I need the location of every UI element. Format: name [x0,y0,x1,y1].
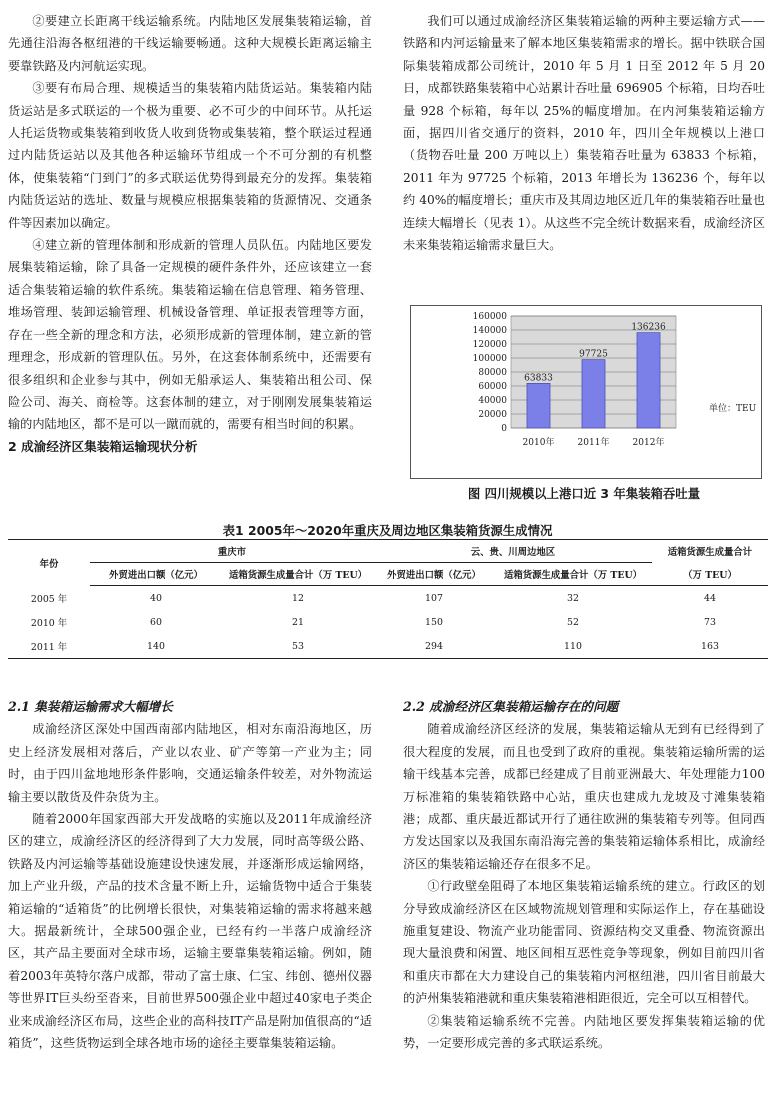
cell-yun-teu: 32 [567,592,579,604]
col-year-header: 年份 [8,540,90,586]
cell-yun-trade: 294 [374,634,494,659]
top-left-column [8,10,372,458]
subsection-heading: 2.1 集装箱运输需求大幅增长 [8,699,173,714]
cell-year: 2005 年 [30,593,68,605]
x-tick-label: 2011年 [577,438,610,448]
paragraph: ④建立新的管理体制和形成新的管理人员队伍。内陆地区要发展集装箱运输，除了具备一定规模的硬件条件外，还应该建立一套适合集装箱运输的软件系统。集装箱运输在信息管理、箱务管理、堆场管理、装卸运输管理、机械设备管理、单证报表管理等方面，存在一些全新的理念和方法，必须形成新的管理体制，建立新的管理理念，形成新的管理队伍。另外，在这套体制系统中，还需要有很多组织和企业参与其中，例如无船承运人、集装箱出租公司、保险公司、海关、商检等。这套体制的建立，对于刚刚发展集装箱运输的内陆地区，都不是可以一蹴而就的，需要有相当时间的积累。 [8,238,372,432]
subsection-heading: 2.2 成渝经济区集装箱运输存在的问题 [403,699,619,714]
cell-total: 44 [704,592,716,604]
x-tick-label: 2012年 [632,438,665,448]
paragraph: 成渝经济区深处中国西南部内陆地区，相对东南沿海地区，历史上经济发展相对落后，产业以农业、矿产等第一产业为主；同时，由于四川盆地地形条件影响，交通运输条件较差，对外物流运输主要以散货及件杂货为主。 [8,722,372,804]
sub-header-trade: 外贸进出口额（亿元） [90,563,222,586]
bottom-left-column [8,696,372,1055]
cell-cq-trade: 60 [150,616,162,628]
table-row [8,634,768,659]
bar [527,383,550,428]
sub-header-teu: 适箱货源生成量合计（万 TEU） [494,563,652,586]
figure-caption: 图 四川规模以上港口近 3 年集装箱吞吐量 [467,486,701,501]
cell-cq-teu: 53 [222,634,374,659]
paragraph: ②要建立长距离干线运输系统。内陆地区发展集装箱运输，首先通往沿海各枢纽港的干线运输要畅通。这种大规模长距离运输主要靠铁路及内河航运实现。 [8,14,372,73]
y-tick-label: 120000 [472,340,507,350]
y-tick-label: 140000 [472,326,507,336]
y-tick-label: 160000 [472,312,507,322]
cell-year: 2010 年 [30,618,68,629]
paragraph: ②集装箱运输系统不完善。内陆地区要发挥集装箱运输的优势，一定要形成完善的多式联运系统。 [403,1013,765,1051]
section-heading: 2 成渝经济区集装箱运输现状分析 [8,438,198,454]
data-label: 63833 [524,373,553,384]
chart-frame [410,305,762,479]
top-right-column [403,10,765,256]
y-tick-label: 0 [501,424,507,434]
table-title: 表1 2005年～2020年重庆及周边地区集装箱货源生成情况 [222,523,553,538]
bar [582,360,605,428]
cell-total: 163 [652,634,768,659]
cell-year: 2011 年 [8,634,90,659]
sub-header-trade: 外贸进出口额（亿元） [374,563,494,586]
data-label: 97725 [579,349,608,360]
group-header-chongqing: 重庆市 [90,540,374,563]
y-tick-label: 20000 [478,410,507,420]
paragraph: 随着2000年国家西部大开发战略的实施以及2011年成渝经济区的建立，成渝经济区的经济得到了大力发展，同时高等级公路、铁路及内河运输等基础设施建设快速发展，并逐渐形成运输网络，加上产业升级，产品的技术含量不断上升，运输货物中适合于集装箱运输的“适箱货”的比例增长很快，对集装箱运输的需求将越来越大。据最新统计，全球500强企业，已经有约一半落户成渝经济区，其产品主要面对全球市场，运输主要靠集装箱运输。例如，随着2003年英特尔落户成都，带动了富士康、仁宝、纬创、德州仪器等世界IT巨头纷至沓来，目前世界500强企业中超过40家电子类企业来成渝经济区布局，这些企业的高科技IT产品是附加值很高的“适箱货”，这些货物运到全球各地市场的途径主要靠集装箱运输。 [8,812,372,1051]
bar-chart [411,306,761,478]
y-tick-label: 100000 [472,354,507,364]
paragraph: ①行政壁垒阻碍了本地区集装箱运输系统的建立。行政区的划分导致成渝经济区在区域物流规划管理和实际运作上，存在基础设施重复建设、物流产业功能雷同、资源结构交叉重叠、物流资源出现大量浪费和闲置、地区间相互恶性竞争等现象，例如目前四川省和重庆市都在大力建设自己的集装箱内河枢纽港，四川省目前最大的泸州集装箱港就和重庆集装箱港相距很近，完全可以互相替代。 [403,879,765,1006]
y-tick-label: 60000 [478,382,507,392]
cell-yun-trade: 150 [425,616,443,628]
sub-header-teu: 适箱货源生成量合计（万 TEU） [222,563,374,586]
group-header-surrounding: 云、贵、川周边地区 [374,540,652,563]
cell-yun-trade: 107 [425,592,443,604]
cell-cq-teu: 21 [292,616,304,628]
x-tick-label: 2010年 [522,438,555,448]
table-row [8,586,768,611]
cell-cq-trade: 40 [150,592,162,604]
cell-cq-trade: 140 [90,634,222,659]
unit-label: 单位：TEU [709,404,757,414]
bar [637,333,660,428]
data-table [8,539,768,659]
cell-yun-teu: 52 [567,616,579,628]
bottom-right-column [403,696,765,1055]
data-label: 136236 [631,322,666,333]
col-total-unit: （万 TEU） [652,563,768,586]
cell-yun-teu: 110 [494,634,652,659]
cell-cq-teu: 12 [292,592,304,604]
table-row [8,610,768,634]
cell-total: 73 [704,616,716,628]
paragraph: ③要有布局合理、规模适当的集装箱内陆货运站。集装箱内陆货运站是多式联运的一个极为重要、必不可少的中间环节。从托运人托运货物或集装箱到收货人收到货物或集装箱，整个联运过程通过内陆货运站以及其他各种运输环节组成一个不可分割的有机整体，使集装箱“门到门”的多式联运优势得到最充分的发挥。集装箱内陆货运站的选址、数量与规模应根据集装箱的货源情况、交通条件等因素加以确定。 [8,81,372,230]
y-tick-label: 40000 [478,396,507,406]
col-total-header: 适箱货源生成量合计 [652,540,768,563]
y-tick-label: 80000 [478,368,507,378]
paragraph: 我们可以通过成渝经济区集装箱运输的两种主要运输方式——铁路和内河运输量来了解本地区集装箱需求的增长。据中铁联合国际集装箱成都公司统计，2010 年 5 月 1 日至 2012 年 5 月 20 日，成都铁路集装箱中心站累计吞吐量 696905 个标箱，日均吞吐量 928 个标箱，每年以 25%的幅度增加。在内河集装箱运输方面，据四川省交通厅的资料，2010 年，四川全年规模以上港口（货物吞吐量 200 万吨以上）集装箱吞吐量为 63833 个标箱，2011 年为 97725 个标箱，2013 年增长为 136236 个，每年以约 40%的幅度增长；重庆市及其周边地区近几年的集装箱吞吐量也连续大幅增长（见表 1）。从这些不完全统计数据来看，成渝经济区未来集装箱运输需求量巨大。 [403,14,765,253]
paragraph: 随着成渝经济区经济的发展，集装箱运输从无到有已经得到了很大程度的发展，而且也受到了政府的重视。集装箱运输所需的运输干线基本完善，成都已经建成了目前亚洲最大、年处理能力100万标准箱的集装箱铁路中心站，重庆也建成九龙坡及寸滩集装箱港；成都、重庆最近都试开行了通往欧洲的集装箱专列等。但同西方发达国家以及我国东南沿海完善的集装箱运输体系相比，成渝经济区的集装箱运输还存在很多不足。 [403,722,765,871]
